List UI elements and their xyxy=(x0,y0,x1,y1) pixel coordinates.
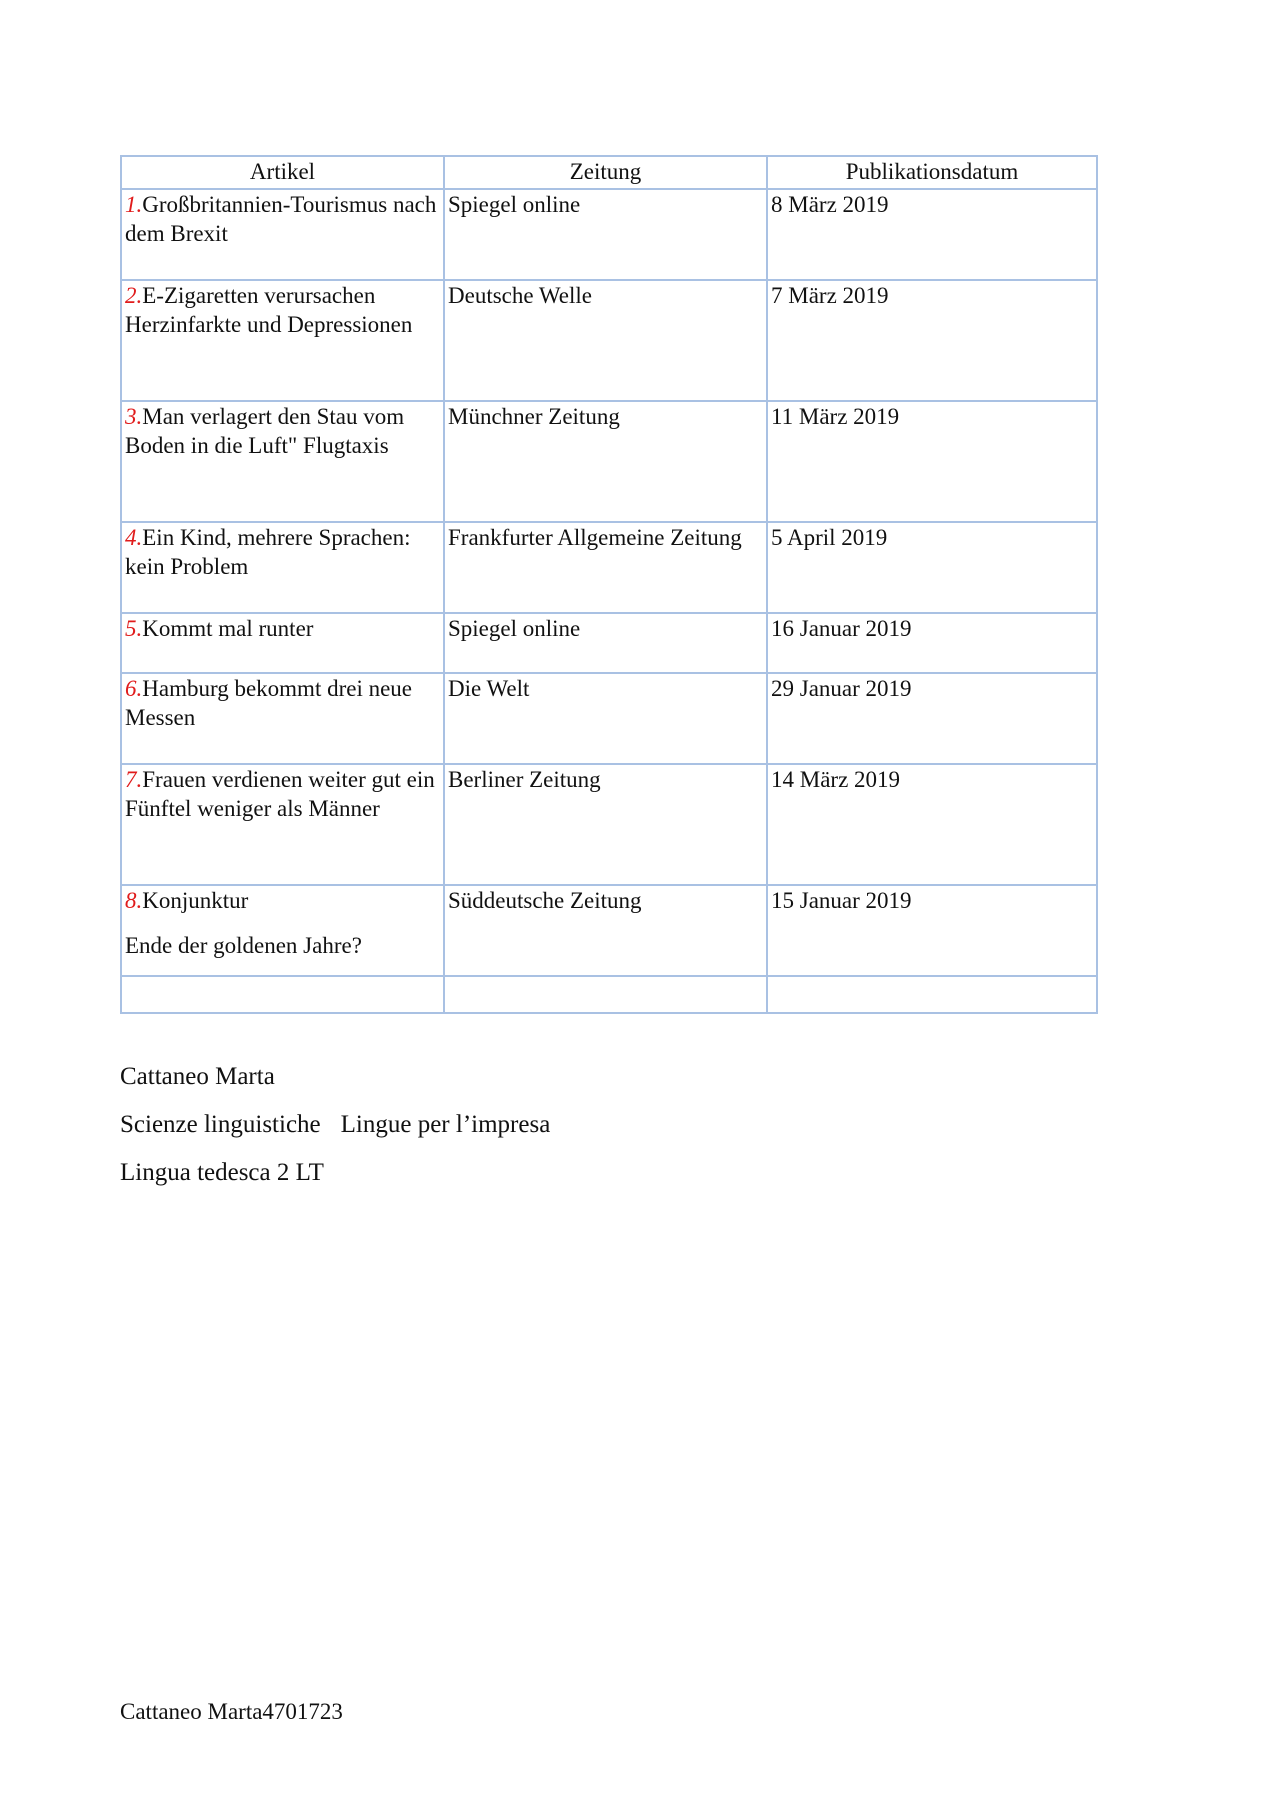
empty-cell xyxy=(767,976,1097,1013)
article-cell xyxy=(121,613,444,673)
newspaper-cell: Süddeutsche Zeitung xyxy=(444,885,767,976)
date-cell: 8 März 2019 xyxy=(767,189,1097,280)
article-title: Konjunktur xyxy=(142,888,249,913)
article-cell xyxy=(121,885,444,976)
header-publikationsdatum: Publikationsdatum xyxy=(767,156,1097,189)
table-row xyxy=(121,673,1097,764)
article-title: Hamburg bekommt drei neue Messen xyxy=(125,676,413,730)
article-cell xyxy=(121,189,444,280)
newspaper-cell: Frankfurter Allgemeine Zeitung xyxy=(444,522,767,613)
table-row xyxy=(121,401,1097,522)
article-number: 8. xyxy=(125,888,143,913)
course-line xyxy=(120,1110,550,1140)
article-subtitle: Ende der goldenen Jahre? xyxy=(125,933,362,958)
date-cell: 15 Januar 2019 xyxy=(767,885,1097,976)
article-number: 1. xyxy=(125,192,143,217)
table-row xyxy=(121,885,1097,976)
header-zeitung: Zeitung xyxy=(444,156,767,189)
date-cell: 14 März 2019 xyxy=(767,764,1097,885)
article-cell xyxy=(121,764,444,885)
article-title: Kommt mal runter xyxy=(142,616,314,641)
article-title: Großbritannien-Tourismus nach dem Brexit xyxy=(125,192,437,246)
article-title: Man verlagert den Stau vom Boden in die Luft" Flugtaxis xyxy=(125,404,405,458)
article-number: 4. xyxy=(125,525,143,550)
article-title: Frauen verdienen weiter gut ein Fünftel weniger als Männer xyxy=(125,767,435,821)
article-number: 2. xyxy=(125,283,143,308)
article-number: 7. xyxy=(125,767,143,792)
newspaper-cell: Münchner Zeitung xyxy=(444,401,767,522)
newspaper-cell: Spiegel online xyxy=(444,189,767,280)
table-row-empty xyxy=(121,976,1097,1013)
date-cell: 5 April 2019 xyxy=(767,522,1097,613)
table-row xyxy=(121,189,1097,280)
article-cell xyxy=(121,401,444,522)
article-cell xyxy=(121,522,444,613)
articles-table xyxy=(120,155,1098,1014)
date-cell: 16 Januar 2019 xyxy=(767,613,1097,673)
date-cell: 29 Januar 2019 xyxy=(767,673,1097,764)
table-header-row xyxy=(121,156,1097,189)
page-footer: Cattaneo Marta4701723 xyxy=(120,1699,343,1724)
empty-cell xyxy=(121,976,444,1013)
date-cell: 7 März 2019 xyxy=(767,280,1097,401)
date-cell: 11 März 2019 xyxy=(767,401,1097,522)
empty-cell xyxy=(444,976,767,1013)
table-row xyxy=(121,522,1097,613)
table-row xyxy=(121,613,1097,673)
article-cell xyxy=(121,280,444,401)
newspaper-cell: Spiegel online xyxy=(444,613,767,673)
article-title: Ein Kind, mehrere Sprachen: kein Problem xyxy=(125,525,411,579)
article-title: E-Zigaretten verursachen Herzinfarkte und Depressionen xyxy=(125,283,413,337)
course-faculty: Scienze linguistiche xyxy=(120,1111,321,1138)
course-program: Lingue per l’impresa xyxy=(340,1111,551,1138)
article-number: 3. xyxy=(125,404,143,429)
table-row xyxy=(121,280,1097,401)
author-name: Cattaneo Marta xyxy=(120,1063,275,1090)
table-row xyxy=(121,764,1097,885)
subject-line: Lingua tedesca 2 LT xyxy=(120,1159,324,1186)
newspaper-cell: Deutsche Welle xyxy=(444,280,767,401)
article-cell xyxy=(121,673,444,764)
newspaper-cell: Berliner Zeitung xyxy=(444,764,767,885)
newspaper-cell: Die Welt xyxy=(444,673,767,764)
article-number: 6. xyxy=(125,676,143,701)
article-number: 5. xyxy=(125,616,143,641)
header-artikel: Artikel xyxy=(121,156,444,189)
